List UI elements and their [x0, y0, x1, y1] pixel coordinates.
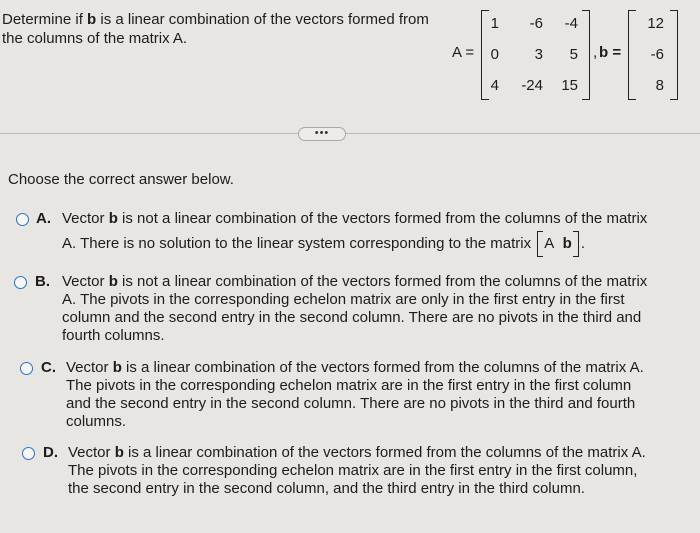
option-c-text [66, 359, 656, 431]
vector-b-label-text: b = [599, 44, 622, 61]
separator-comma: , [593, 44, 598, 61]
option-a-b: b [108, 210, 118, 227]
augmented-matrix [537, 233, 579, 255]
option-b-b: b [108, 273, 118, 290]
vector-b-cell: 8 [655, 77, 664, 94]
option-c-radio[interactable] [20, 362, 33, 375]
option-d-post: is a linear combination of the vectors formed from the columns of the matrix A. The pivots in the corresponding echelon matrix are in the first entry in the first column, the second entry in the second column, and the third entry in the third column. [68, 444, 646, 497]
option-b-pre: Vector [62, 273, 109, 290]
question-b: b [87, 11, 97, 28]
matrix-a-right-bracket [582, 10, 590, 100]
matrix-a-cell: -4 [564, 15, 578, 32]
matrix-a-cell: 0 [490, 46, 499, 63]
option-a-post: is not a linear combination of the vectors formed from the columns of the matrix [117, 210, 648, 227]
option-d-b: b [114, 444, 124, 461]
option-a-line2-text: A. There is no solution to the linear system corresponding to the matrix [62, 234, 532, 252]
matrix-a-cell: 3 [534, 46, 543, 63]
augmented-b: b [562, 235, 572, 252]
option-d-radio[interactable] [22, 447, 35, 460]
option-a-line2-post: . [580, 234, 585, 252]
matrix-a-label: A = [452, 44, 475, 61]
option-b-letter: B. [35, 273, 50, 290]
option-b-post: is not a linear combination of the vectors formed from the columns of the matrix A. The pivots in the corresponding echelon matrix are only in the first entry in the first column and the second entry in the second column. There are no pivots in the third and fourth columns. [62, 273, 648, 344]
matrix-a-cell: -24 [521, 77, 543, 94]
vector-b-cell: 12 [647, 15, 664, 32]
matrix-a-cell: -6 [529, 15, 543, 32]
option-c-letter: C. [41, 359, 56, 376]
option-a-radio[interactable] [16, 213, 29, 226]
option-c-b: b [112, 359, 122, 376]
option-d-pre: Vector [68, 444, 115, 461]
option-b-radio[interactable] [14, 276, 27, 289]
vector-b-cell: -6 [650, 46, 664, 63]
option-a-pre: Vector [62, 210, 109, 227]
option-c-post: is a linear combination of the vectors formed from the columns of the matrix A. The pivots in the corresponding echelon matrix are in the first entry in the first column and the second entry in the second column. There are no pivots in the third and fourth columns. [66, 359, 644, 430]
option-a-line1 [62, 210, 672, 228]
question-prefix: Determine if [2, 11, 88, 28]
option-c-pre: Vector [66, 359, 113, 376]
option-b-text [62, 273, 660, 345]
more-button[interactable]: ••• [298, 127, 346, 141]
answer-prompt: Choose the correct answer below. [8, 171, 234, 188]
option-d-letter: D. [43, 444, 58, 461]
matrix-a-cell: 1 [490, 15, 499, 32]
question-suffix: is a linear combination of the vectors formed from the columns of the matrix A. [2, 11, 429, 47]
matrix-display [0, 0, 700, 110]
matrix-a-cell: 4 [490, 77, 499, 94]
option-d-text [68, 444, 658, 498]
matrix-a-cell: 15 [561, 77, 578, 94]
option-a-letter: A. [36, 210, 51, 227]
vector-b-label [599, 44, 621, 61]
matrix-a-cell: 5 [569, 46, 578, 63]
augmented-a: A [544, 235, 555, 252]
section-divider [0, 133, 700, 134]
option-a-line2 [62, 233, 672, 255]
vector-b-right-bracket [670, 10, 678, 100]
